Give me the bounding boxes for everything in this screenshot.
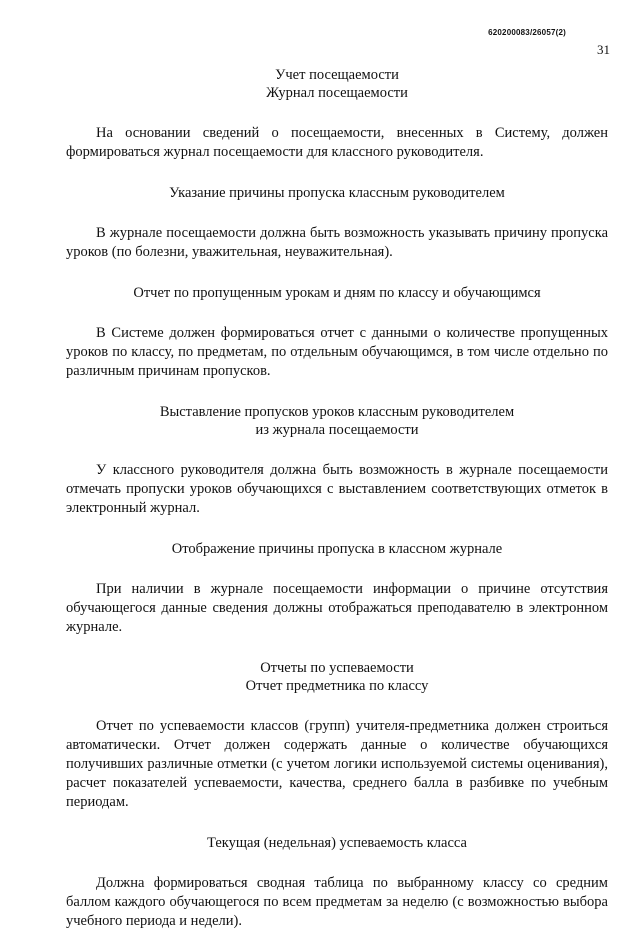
heading-line: Указание причины пропуска классным руководителем xyxy=(169,185,505,201)
heading-line: Отображение причины пропуска в классном журнале xyxy=(171,541,503,557)
section-heading xyxy=(66,284,608,302)
section-heading xyxy=(66,659,608,695)
section-paragraph: Должна формироваться сводная таблица по выбранному классу со средним баллом каждого обучающегося по всем предметам за неделю (с возможностью выбора учебного периода и недели). xyxy=(66,875,608,929)
page-number: 31 xyxy=(597,42,610,57)
heading-line: Отчет предметника по классу xyxy=(245,678,429,694)
section-heading xyxy=(66,403,608,439)
heading-line: Учет посещаемости xyxy=(275,67,399,83)
heading-line: Журнал посещаемости xyxy=(266,85,408,101)
section-heading xyxy=(66,184,608,202)
page-content xyxy=(66,60,608,931)
section-paragraph: В Системе должен формироваться отчет с данными о количестве пропущенных уроков по классу, по предметам, по отдельным обучающимся, в том числе отдельно по различным причинам пропусков. xyxy=(66,325,608,379)
section-paragraph: У классного руководителя должна быть возможность в журнале посещаемости отмечать пропуски уроков обучающихся с выставлением соответствующих отметок в электронный журнал. xyxy=(66,462,608,516)
heading-line: Отчет по пропущенным урокам и дням по классу и обучающимся xyxy=(133,285,541,301)
section-paragraph: Отчет по успеваемости классов (групп) учителя-предметника должен строиться автоматически. Отчет должен содержать данные о количестве обучающихся получивших различные отметки (с учетом логики используемой системы оценивания), расчет показателей успеваемости, качества, среднего балла в разбивке по учебным периодам. xyxy=(66,718,608,810)
heading-line: Выставление пропусков уроков классным руководителем xyxy=(159,404,515,420)
section-heading xyxy=(66,540,608,558)
heading-line: Текущая (недельная) успеваемость класса xyxy=(207,835,467,851)
section-paragraph: При наличии в журнале посещаемости информации о причине отсутствия обучающегося данные сведения должны отображаться преподавателю в электронном журнале. xyxy=(66,581,608,635)
section-heading xyxy=(66,66,608,102)
heading-line: из журнала посещаемости xyxy=(255,422,419,438)
section-heading xyxy=(66,834,608,852)
document-number: 620200083/26057(2) xyxy=(488,28,566,37)
heading-line: Отчеты по успеваемости xyxy=(260,660,414,676)
section-paragraph: В журнале посещаемости должна быть возможность указывать причину пропуска уроков (по болезни, уважительная, неуважительная). xyxy=(66,225,608,260)
section-paragraph: На основании сведений о посещаемости, внесенных в Систему, должен формироваться журнал посещаемости для классного руководителя. xyxy=(66,125,608,160)
